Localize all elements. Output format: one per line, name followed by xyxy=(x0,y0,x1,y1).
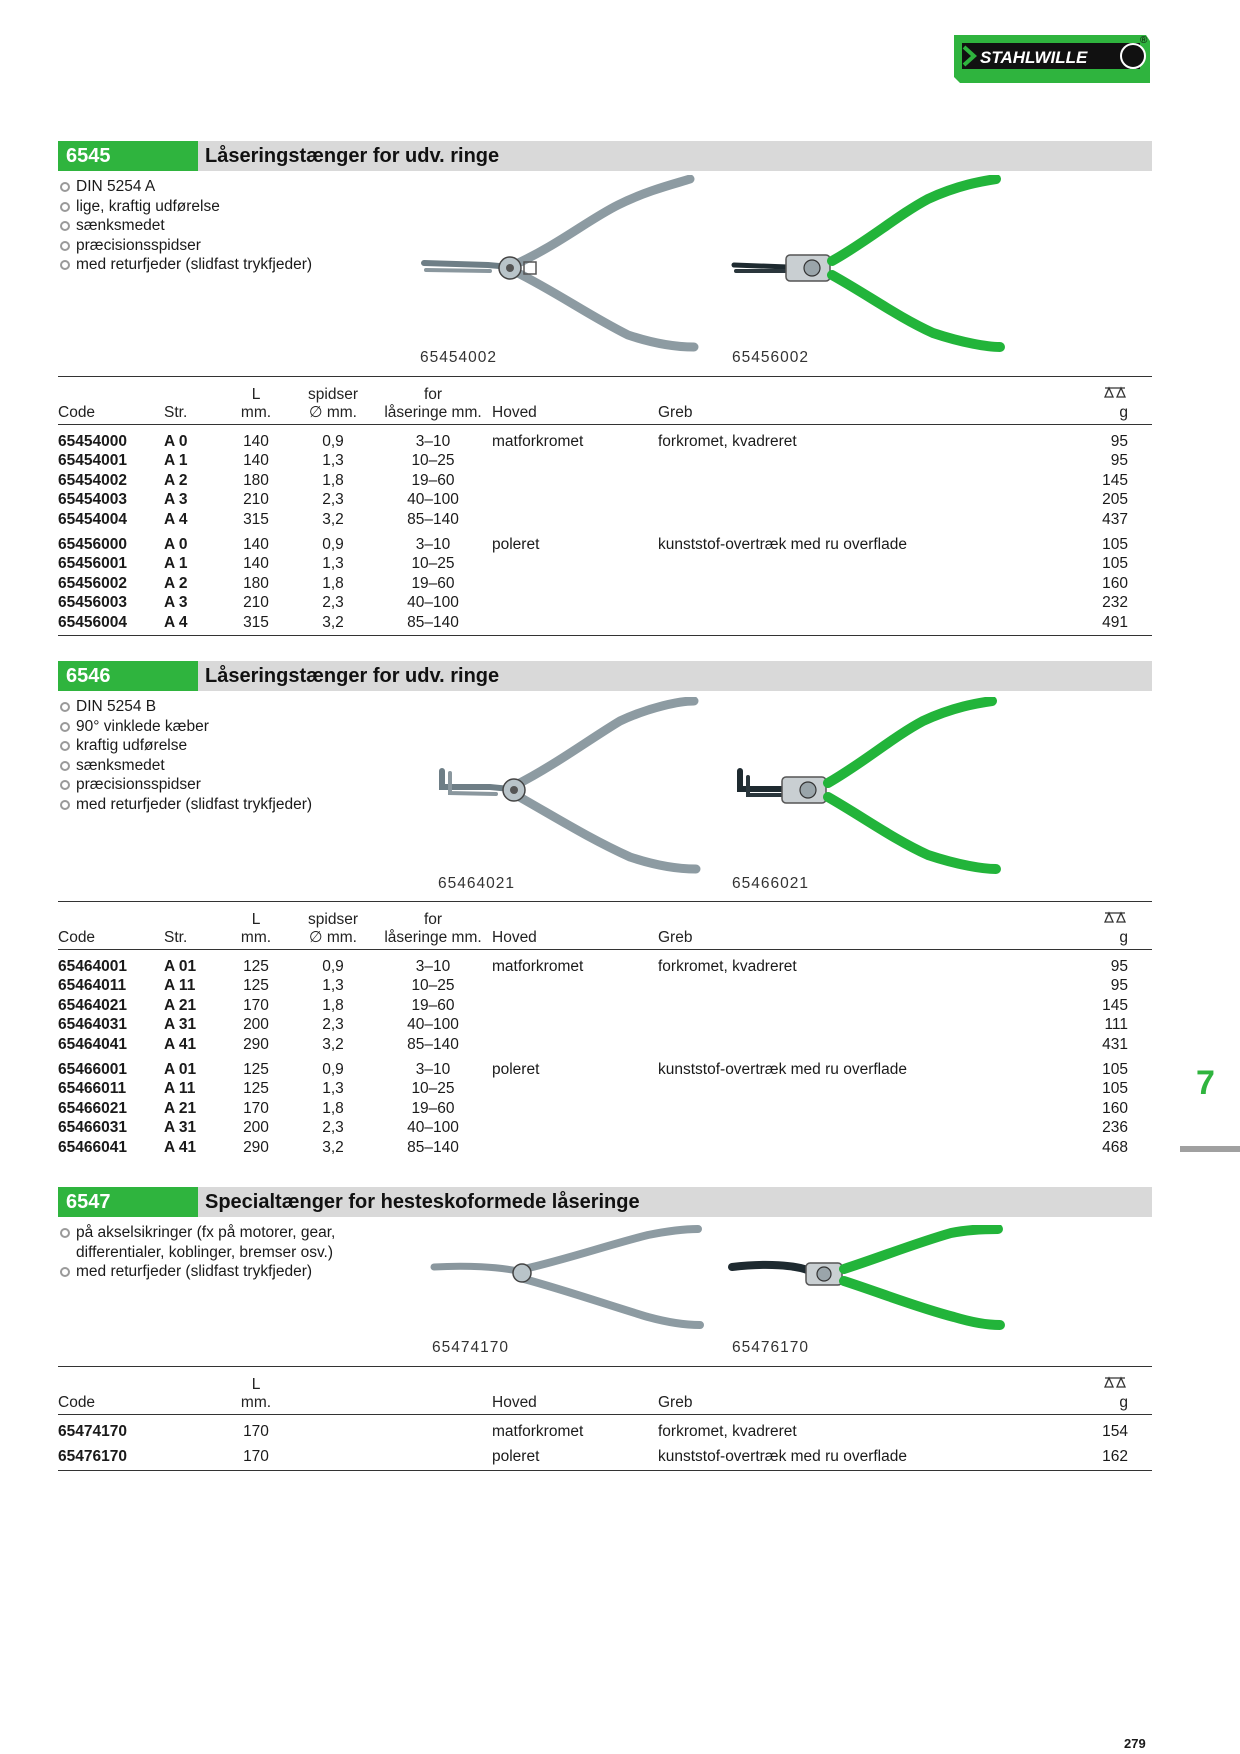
col-head: Hoved xyxy=(492,929,658,950)
col-l-unit: mm. xyxy=(220,929,292,950)
table-row: 65466001 A 01 125 0,9 3–10 poleret kunststof-overtræk med ru overflade 105 xyxy=(58,1061,1128,1079)
feature-item: sænksmedet xyxy=(58,756,312,776)
col-for-top: for xyxy=(374,902,492,930)
table-row: 65454000 A 0 140 0,9 3–10 matforkromet forkromet, kvadreret 95 xyxy=(58,433,1128,450)
feature-item: kraftig udførelse xyxy=(58,736,312,756)
product-image-green xyxy=(728,175,1088,360)
section-header xyxy=(58,141,1152,171)
col-tips-unit: ∅ mm. xyxy=(292,929,374,950)
stahlwille-logo xyxy=(950,33,1152,85)
logo-text: STAHLWILLE xyxy=(980,48,1088,67)
section-number: 6545 xyxy=(58,141,198,171)
col-tips-top: spidser xyxy=(292,377,374,405)
table-row: 65464031 A 31 200 2,3 40–100 111 xyxy=(58,1016,1128,1034)
feature-item: DIN 5254 B xyxy=(58,697,312,717)
scale-icon xyxy=(998,377,1152,405)
scale-icon xyxy=(998,902,1152,930)
col-l-unit: mm. xyxy=(220,1394,292,1415)
section-number: 6546 xyxy=(58,661,198,691)
table-row: 65466021 A 21 170 1,8 19–60 160 xyxy=(58,1099,1128,1117)
col-tips-unit: ∅ mm. xyxy=(292,404,374,425)
section-header xyxy=(58,1187,1152,1217)
section-title: Låseringstænger for udv. ringe xyxy=(205,665,500,687)
chapter-tab: 7 xyxy=(1196,1064,1215,1102)
chapter-tab-bar xyxy=(1180,1146,1240,1152)
col-l-top: L xyxy=(220,1367,292,1395)
col-for-unit: låseringe mm. xyxy=(374,929,492,950)
col-size: Str. xyxy=(164,929,220,950)
feature-item: præcisionsspidser xyxy=(58,236,312,256)
table-row: 65454004 A 4 315 3,2 85–140 437 xyxy=(58,510,1128,528)
col-handle: Greb xyxy=(658,1394,998,1415)
col-weight-unit: g xyxy=(998,404,1152,425)
col-handle: Greb xyxy=(658,404,998,425)
image-caption: 65454002 xyxy=(420,349,497,366)
table-row: 65476170 170 poleret kunststof-overtræk med ru overflade 162 xyxy=(58,1441,1152,1470)
table-row: 65466011 A 11 125 1,3 10–25 105 xyxy=(58,1080,1128,1098)
table-row: 65464011 A 11 125 1,3 10–25 95 xyxy=(58,977,1128,995)
table-row: 65454003 A 3 210 2,3 40–100 205 xyxy=(58,491,1128,509)
section-title: Låseringstænger for udv. ringe xyxy=(205,145,500,167)
image-caption: 65466021 xyxy=(732,875,809,892)
table-row: 65454001 A 1 140 1,3 10–25 95 xyxy=(58,452,1128,470)
table-row: 65456002 A 2 180 1,8 19–60 160 xyxy=(58,574,1128,592)
table-row: 65456004 A 4 315 3,2 85–140 491 xyxy=(58,613,1152,636)
spec-table xyxy=(58,1366,1152,1471)
feature-item: 90° vinklede kæber xyxy=(58,717,312,737)
feature-item: med returfjeder (slidfast trykfjeder) xyxy=(58,255,312,275)
image-caption: 65464021 xyxy=(438,875,515,892)
feature-item: på akselsikringer (fx på motorer, gear, xyxy=(58,1223,335,1243)
image-caption: 65476170 xyxy=(732,1339,809,1356)
feature-item: sænksmedet xyxy=(58,216,312,236)
scale-icon xyxy=(998,1367,1152,1395)
section-number: 6547 xyxy=(58,1187,198,1217)
table-row: 65474170 170 matforkromet forkromet, kvadreret 154 xyxy=(58,1423,1128,1440)
product-image-green xyxy=(726,1225,1066,1340)
spec-table xyxy=(58,901,1152,1157)
col-weight-unit: g xyxy=(998,1394,1152,1415)
section-6545 xyxy=(58,141,1152,631)
feature-item: med returfjeder (slidfast trykfjeder) xyxy=(58,795,312,815)
col-size: Str. xyxy=(164,404,220,425)
feature-item: DIN 5254 A xyxy=(58,177,312,197)
spec-table xyxy=(58,376,1152,636)
section-title: Specialtænger for hesteskoformede låseringe xyxy=(205,1191,640,1213)
table-row: 65464041 A 41 290 3,2 85–140 431 xyxy=(58,1035,1128,1053)
product-image-chrome xyxy=(418,175,778,360)
feature-item: præcisionsspidser xyxy=(58,775,312,795)
feature-item-continued: differentialer, koblinger, bremser osv.) xyxy=(76,1243,334,1261)
col-code: Code xyxy=(58,929,164,950)
table-row: 65456003 A 3 210 2,3 40–100 232 xyxy=(58,594,1128,612)
product-image-chrome xyxy=(430,697,770,882)
col-l-top: L xyxy=(220,377,292,405)
col-head: Hoved xyxy=(492,1394,658,1415)
page-number: 279 xyxy=(1124,1736,1146,1751)
feature-item: lige, kraftig udførelse xyxy=(58,197,312,217)
table-row: 65464001 A 01 125 0,9 3–10 matforkromet forkromet, kvadreret 95 xyxy=(58,958,1128,975)
table-row: 65464021 A 21 170 1,8 19–60 145 xyxy=(58,996,1128,1014)
image-caption: 65456002 xyxy=(732,349,809,366)
col-tips-top: spidser xyxy=(292,902,374,930)
product-image-green xyxy=(728,697,1068,882)
col-for-unit: låseringe mm. xyxy=(374,404,492,425)
section-6546 xyxy=(58,661,1152,1156)
section-6547 xyxy=(58,1187,1152,1466)
col-head: Hoved xyxy=(492,404,658,425)
product-image-chrome xyxy=(428,1225,768,1340)
col-code: Code xyxy=(58,1394,164,1415)
registered-mark: ® xyxy=(1140,35,1148,46)
table-row: 65454002 A 2 180 1,8 19–60 145 xyxy=(58,471,1128,489)
col-l-top: L xyxy=(220,902,292,930)
col-weight-unit: g xyxy=(998,929,1152,950)
table-row: 65466041 A 41 290 3,2 85–140 468 xyxy=(58,1138,1128,1156)
col-l-unit: mm. xyxy=(220,404,292,425)
image-caption: 65474170 xyxy=(432,1339,509,1356)
feature-item: med returfjeder (slidfast trykfjeder) xyxy=(58,1262,335,1282)
feature-list xyxy=(58,1223,335,1282)
feature-list xyxy=(58,697,312,814)
table-row: 65456000 A 0 140 0,9 3–10 poleret kunststof-overtræk med ru overflade 105 xyxy=(58,536,1128,554)
section-header xyxy=(58,661,1152,691)
table-row: 65456001 A 1 140 1,3 10–25 105 xyxy=(58,555,1128,573)
table-row: 65466031 A 31 200 2,3 40–100 236 xyxy=(58,1119,1128,1137)
col-for-top: for xyxy=(374,377,492,405)
col-code: Code xyxy=(58,404,164,425)
feature-list xyxy=(58,177,312,275)
col-handle: Greb xyxy=(658,929,998,950)
